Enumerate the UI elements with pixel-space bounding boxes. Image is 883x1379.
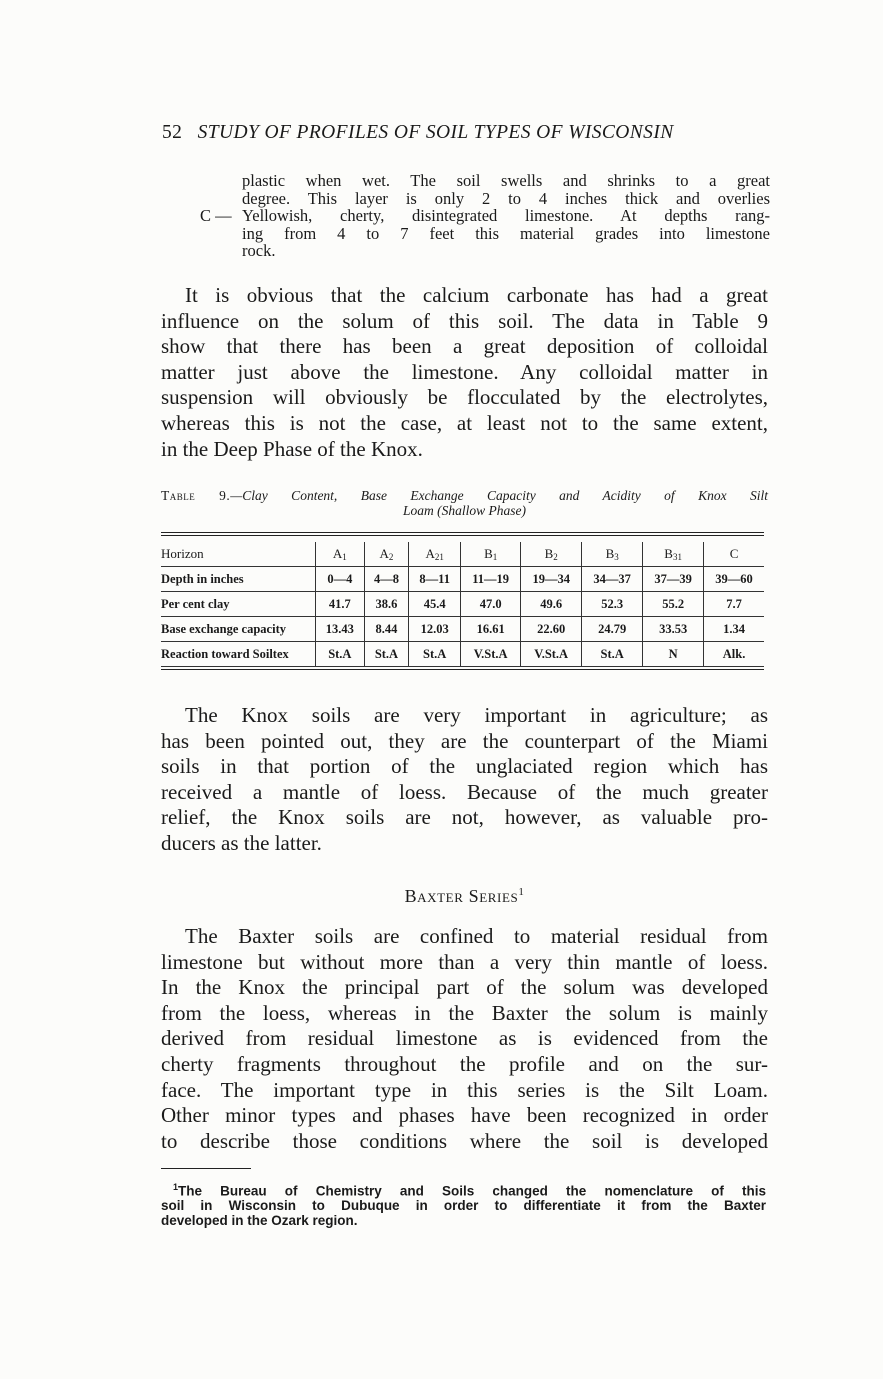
footnote	[161, 1180, 766, 1228]
text-line: show that there has been a great deposition of colloidal	[161, 334, 768, 359]
table-cell: N	[643, 642, 704, 667]
paragraph-calcium-carbonate	[161, 283, 768, 462]
text-line: limestone but without more than a very thin mantle of loess.	[161, 949, 768, 974]
horizon-c-entry	[200, 207, 770, 225]
table-row	[161, 617, 764, 642]
row-label: Reaction toward Soiltex	[161, 642, 316, 667]
row-label: Per cent clay	[161, 592, 316, 617]
footnote-line: developed in the Ozark region.	[161, 1212, 358, 1228]
table-row	[161, 642, 764, 667]
table-row	[161, 592, 764, 617]
text-line: has been pointed out, they are the counterpart of the Miami	[161, 728, 768, 753]
horizon-letter: A	[425, 546, 435, 561]
header-horizon-6	[643, 542, 704, 567]
horizon-letter: C	[729, 546, 739, 561]
row-label: Depth in inches	[161, 567, 316, 592]
header-horizon-3	[461, 542, 521, 567]
running-header	[162, 122, 674, 144]
table-cell: 22.60	[521, 617, 582, 642]
text-line: In the Knox the principal part of the solum was developed	[161, 975, 768, 1000]
header-horizon-5	[582, 542, 643, 567]
horizon-subscript: 1	[342, 552, 347, 562]
paragraph-knox-importance	[161, 703, 768, 857]
text-line: received a mantle of loess. Because of the much greater	[161, 779, 768, 804]
footnote-rule	[161, 1168, 251, 1169]
header-horizon-7	[704, 542, 764, 567]
text-line: influence on the solum of this soil. The data in Table 9	[161, 308, 768, 333]
horizon-subscript: 21	[434, 552, 444, 562]
text-line: ducers as the latter.	[161, 830, 322, 855]
table-caption	[161, 488, 768, 518]
paragraph-baxter	[161, 924, 768, 1154]
horizon-letter: B	[484, 546, 493, 561]
text-line: Other minor types and phases have been recognized in order	[161, 1103, 768, 1128]
table-label: Table 9.	[161, 488, 231, 503]
text-line: in the Deep Phase of the Knox.	[161, 436, 423, 461]
text-line: It is obvious that the calcium carbonate has had a great	[185, 283, 768, 307]
table-cell: St.A	[316, 642, 365, 667]
profile-line: degree. This layer is only 2 to 4 inches thick and overlies	[242, 188, 770, 208]
table-cell: 16.61	[461, 617, 521, 642]
table-cell: 39—60	[704, 567, 764, 592]
section-title: Baxter Series	[404, 886, 519, 906]
table-cell: 41.7	[316, 592, 365, 617]
section-heading	[161, 886, 768, 907]
text-line: suspension will obviously be flocculated by the electrolytes,	[161, 385, 768, 410]
data-table	[161, 542, 764, 667]
table-cell: V.St.A	[461, 642, 521, 667]
profile-line: plastic when wet. The soil swells and shrinks to a great	[242, 171, 770, 190]
caption-text: —Clay Content, Base Exchange Capacity and Acidity of Knox Silt	[230, 488, 768, 503]
footnote-number: 1	[173, 1182, 179, 1192]
text-line: from the loess, whereas in the Baxter the solum is mainly	[161, 1000, 768, 1025]
table-cell: St.A	[409, 642, 461, 667]
table-header-row	[161, 542, 764, 567]
text-line: whereas this is not the case, at least not to the same extent,	[161, 410, 768, 435]
text-line: The Baxter soils are confined to material residual from	[185, 924, 768, 948]
table-cell: St.A	[582, 642, 643, 667]
text-line: to describe those conditions where the soil is developed	[161, 1128, 768, 1153]
table-cell: 19—34	[521, 567, 582, 592]
text-line: face. The important type in this series is the Silt Loam.	[161, 1077, 768, 1102]
table-cell: 45.4	[409, 592, 461, 617]
table-cell: 33.53	[643, 617, 704, 642]
horizon-subscript: 1	[492, 552, 498, 562]
table-cell: 38.6	[364, 592, 409, 617]
row-label: Base exchange capacity	[161, 617, 316, 642]
header-horizon-1	[364, 542, 409, 567]
horizon-subscript: 2	[553, 552, 558, 562]
table-bottom-rule	[161, 669, 764, 670]
horizon-letter: A	[332, 546, 343, 561]
horizon-subscript: 3	[614, 552, 619, 562]
table-cell: 47.0	[461, 592, 521, 617]
header-horizon-4	[521, 542, 582, 567]
horizon-letter: B	[605, 546, 615, 561]
profile-line: Yellowish, cherty, disintegrated limestone. At depths rang-	[242, 206, 770, 225]
table-9	[161, 532, 764, 670]
profile-description	[200, 172, 770, 260]
horizon-subscript: 2	[388, 552, 394, 562]
horizon-subscript: 31	[672, 552, 682, 562]
table-cell: 52.3	[582, 592, 643, 617]
table-row	[161, 567, 764, 592]
text-line: The Knox soils are very important in agriculture; as	[185, 703, 768, 727]
table-cell: 1.34	[704, 617, 764, 642]
table-cell: 55.2	[643, 592, 704, 617]
table-cell: 37—39	[643, 567, 704, 592]
footnote-line: soil in Wisconsin to Dubuque in order to differentiate it from the Baxter	[161, 1198, 766, 1213]
text-line: soils in that portion of the unglaciated region which has	[161, 754, 768, 779]
text-line: relief, the Knox soils are not, however, as valuable pro-	[161, 805, 768, 830]
page-number: 52	[162, 122, 183, 143]
table-cell: 12.03	[409, 617, 461, 642]
table-cell: 8—11	[409, 567, 461, 592]
header-horizon: Horizon	[161, 542, 316, 567]
horizon-c-label: C —	[200, 206, 232, 225]
table-cell: 0—4	[316, 567, 365, 592]
text-line: derived from residual limestone as is evidenced from the	[161, 1026, 768, 1051]
table-cell: 8.44	[364, 617, 409, 642]
header-horizon-0	[316, 542, 365, 567]
horizon-letter: A	[379, 546, 389, 561]
running-title: STUDY OF PROFILES OF SOIL TYPES OF WISCONSIN	[197, 122, 674, 143]
table-cell: St.A	[364, 642, 409, 667]
table-cell: 24.79	[582, 617, 643, 642]
horizon-letter: B	[664, 546, 673, 561]
footnote-line: The Bureau of Chemistry and Soils changed the nomenclature of this	[178, 1183, 766, 1199]
profile-line: rock.	[242, 241, 276, 260]
profile-line: ing from 4 to 7 feet this material grades into limestone	[242, 223, 770, 243]
table-cell: 4—8	[364, 567, 409, 592]
text-line: matter just above the limestone. Any colloidal matter in	[161, 359, 768, 384]
table-cell: 13.43	[316, 617, 365, 642]
table-top-rule	[161, 532, 764, 536]
table-cell: V.St.A	[521, 642, 582, 667]
table-cell: Alk.	[704, 642, 764, 667]
table-cell: 11—19	[461, 567, 521, 592]
table-cell: 34—37	[582, 567, 643, 592]
horizon-letter: B	[544, 546, 554, 561]
table-cell: 49.6	[521, 592, 582, 617]
footnote-marker: 1	[518, 886, 525, 898]
table-cell: 7.7	[704, 592, 764, 617]
header-horizon-2	[409, 542, 461, 567]
caption-text: Loam (Shallow Phase)	[403, 503, 526, 518]
text-line: cherty fragments throughout the profile and on the sur-	[161, 1051, 768, 1076]
